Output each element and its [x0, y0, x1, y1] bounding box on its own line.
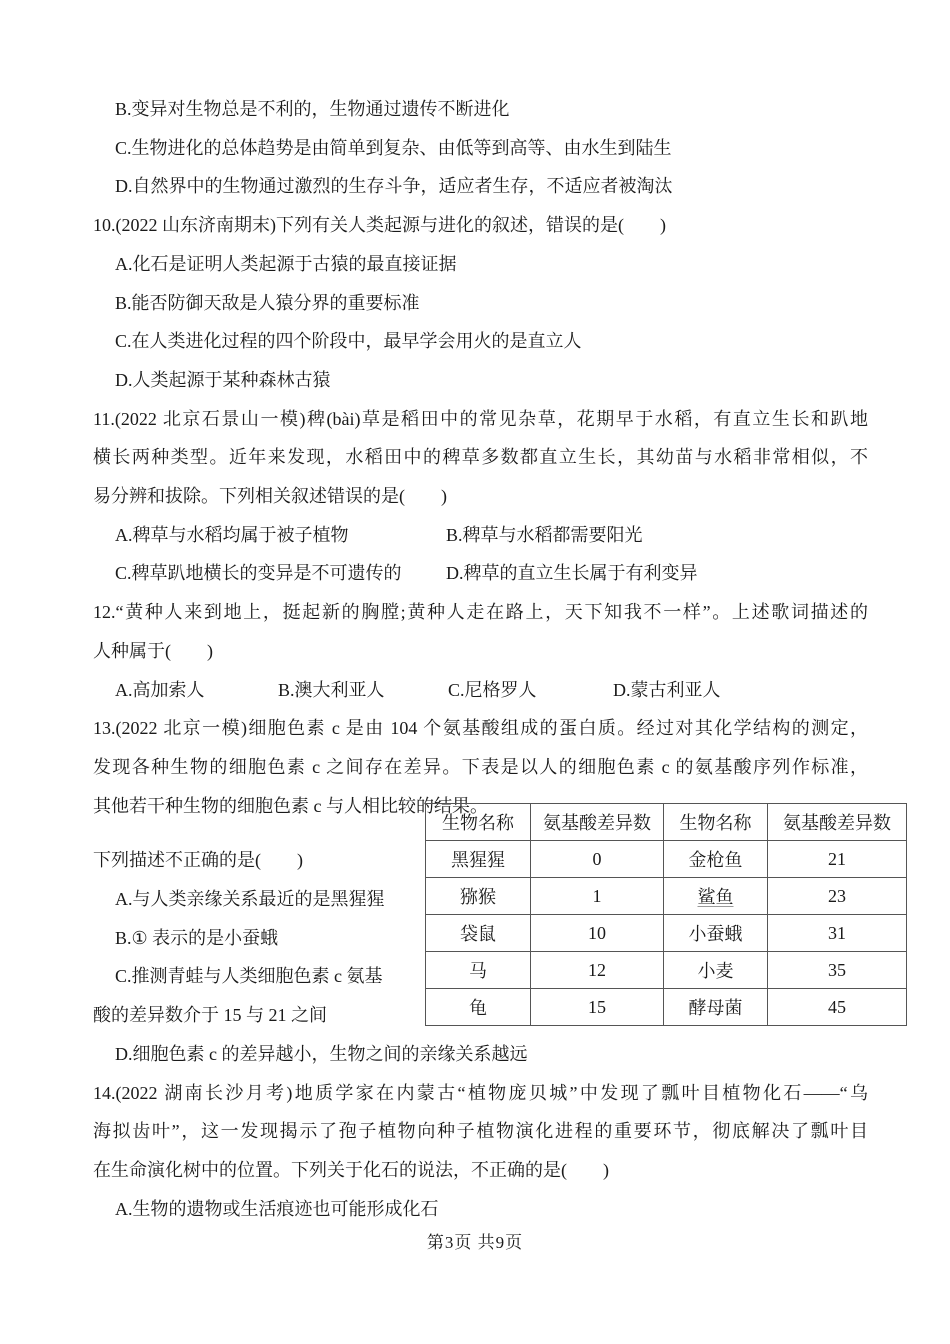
table-header-cell: 氨基酸差异数 [531, 804, 664, 841]
question-line: 10.(2022 山东济南期末)下列有关人类起源与进化的叙述，错误的是( ) [93, 215, 666, 236]
option-line: D.人类起源于某种森林古猿 [115, 369, 331, 390]
table-cell: 猕猴 [426, 878, 531, 915]
option-line: B.变异对生物总是不利的，生物通过遗传不断进化 [115, 99, 510, 119]
option-line: A.化石是证明人类起源于古猿的最直接证据 [115, 253, 457, 274]
table-cell: 黑猩猩 [426, 841, 531, 878]
table-row [426, 989, 907, 1026]
table-cell: 23 [768, 878, 907, 915]
table-cell: 金枪鱼 [664, 841, 768, 878]
option-line: D.细胞色素 c 的差异越小，生物之间的亲缘关系越远 [115, 1043, 528, 1064]
question-line: 12.“黄种人来到地上，挺起新的胸膛;黄种人走在路上，天下知我不一样”。上述歌词描述的 [93, 602, 868, 623]
question-line: 下列描述不正确的是( ) [93, 850, 303, 871]
option-line: B.能否防御天敌是人猿分界的重要标准 [115, 292, 420, 313]
table-header-row [426, 804, 907, 841]
question-line: 人种属于( ) [93, 640, 213, 661]
question-line: 横长两种类型。近年来发现，水稻田中的稗草多数都直立生长，其幼苗与水稻非常相似，不 [93, 447, 868, 468]
table-cell: 15 [531, 989, 664, 1026]
table-cell: 0 [531, 841, 664, 878]
question-line: 易分辨和拔除。下列相关叙述错误的是( ) [93, 486, 447, 507]
table-cell: 小麦 [664, 952, 768, 989]
table-cell: 龟 [426, 989, 531, 1026]
table-row [426, 841, 907, 878]
option-text: A.稗草与水稻均属于被子植物 [115, 524, 349, 545]
table-cell: 12 [531, 952, 664, 989]
table-cell: 21 [768, 841, 907, 878]
option-text: D.蒙古利亚人 [613, 679, 721, 700]
continuation-line: 酸的差异数介于 15 与 21 之间 [93, 1005, 327, 1026]
table-cell: 1 [531, 878, 664, 915]
table-cell: 31 [768, 915, 907, 952]
page-content [93, 90, 891, 1228]
question-block-upper [93, 90, 868, 825]
option-line: A.生物的遗物或生活痕迹也可能形成化石 [115, 1198, 439, 1219]
table-header-cell: 生物名称 [664, 804, 768, 841]
underlined-cell-text: 鲨鱼 [697, 887, 734, 908]
amino-acid-difference-table [425, 803, 907, 1026]
table-row [426, 878, 907, 915]
table-row [426, 915, 907, 952]
option-line: B.① 表示的是小蚕蛾 [115, 927, 279, 948]
table-cell: 10 [531, 915, 664, 952]
table-cell: 45 [768, 989, 907, 1026]
question-line: 在生命演化树中的位置。下列关于化石的说法，不正确的是( ) [93, 1159, 609, 1180]
question-line: 其他若干种生物的细胞色素 c 与人相比较的结果。 [93, 795, 488, 816]
options-row [93, 516, 868, 555]
question-13-section [93, 813, 891, 1035]
page-footer: 第3页 共9页 [426, 1233, 524, 1252]
options-row [93, 554, 868, 593]
option-line: D.自然界中的生物通过激烈的生存斗争，适应者生存，不适应者被淘汰 [115, 176, 673, 197]
table-cell: 袋鼠 [426, 915, 531, 952]
table-row [426, 952, 907, 989]
option-text: C.稗草趴地横长的变异是不可遗传的 [115, 563, 402, 584]
option-text: D.稗草的直立生长属于有利变异 [446, 563, 698, 584]
question-line: 14.(2022 湖南长沙月考)地质学家在内蒙古“植物庞贝城”中发现了瓢叶目植物化石——“乌 [93, 1082, 868, 1103]
table-header-cell: 氨基酸差异数 [768, 804, 907, 841]
question-block-lower [93, 1035, 868, 1229]
option-line: C.推测青蛙与人类细胞色素 c 氨基 [115, 966, 383, 987]
option-line: A.与人类亲缘关系最近的是黑猩猩 [115, 889, 385, 910]
table-cell: 马 [426, 952, 531, 989]
option-text: A.高加索人 [115, 679, 205, 700]
table-cell [664, 878, 768, 915]
option-line: C.生物进化的总体趋势是由简单到复杂、由低等到高等、由水生到陆生 [115, 137, 672, 158]
option-text: C.尼格罗人 [448, 679, 537, 700]
option-text: B.稗草与水稻都需要阳光 [446, 524, 643, 545]
question-line: 海拟齿叶”，这一发现揭示了孢子植物向种子植物演化进程的重要环节，彻底解决了瓢叶目 [93, 1121, 868, 1142]
table-cell: 35 [768, 952, 907, 989]
options-row [93, 671, 868, 710]
question-13-options [93, 825, 423, 1035]
table-cell: 酵母菌 [664, 989, 768, 1026]
question-line: 发现各种生物的细胞色素 c 之间存在差异。下表是以人的细胞色素 c 的氨基酸序列作标准， [93, 756, 868, 777]
option-line: C.在人类进化过程的四个阶段中，最早学会用火的是直立人 [115, 331, 582, 352]
table-header-cell: 生物名称 [426, 804, 531, 841]
table-cell: 小蚕蛾 [664, 915, 768, 952]
option-text: B.澳大利亚人 [278, 679, 385, 700]
question-line: 13.(2022 北京一模)细胞色素 c 是由 104 个氨基酸组成的蛋白质。经过对其化学结构的测定， [93, 718, 868, 739]
question-line: 11.(2022 北京石景山一模)稗(bài)草是稻田中的常见杂草，花期早于水稻，有直立生长和趴地 [93, 408, 868, 429]
